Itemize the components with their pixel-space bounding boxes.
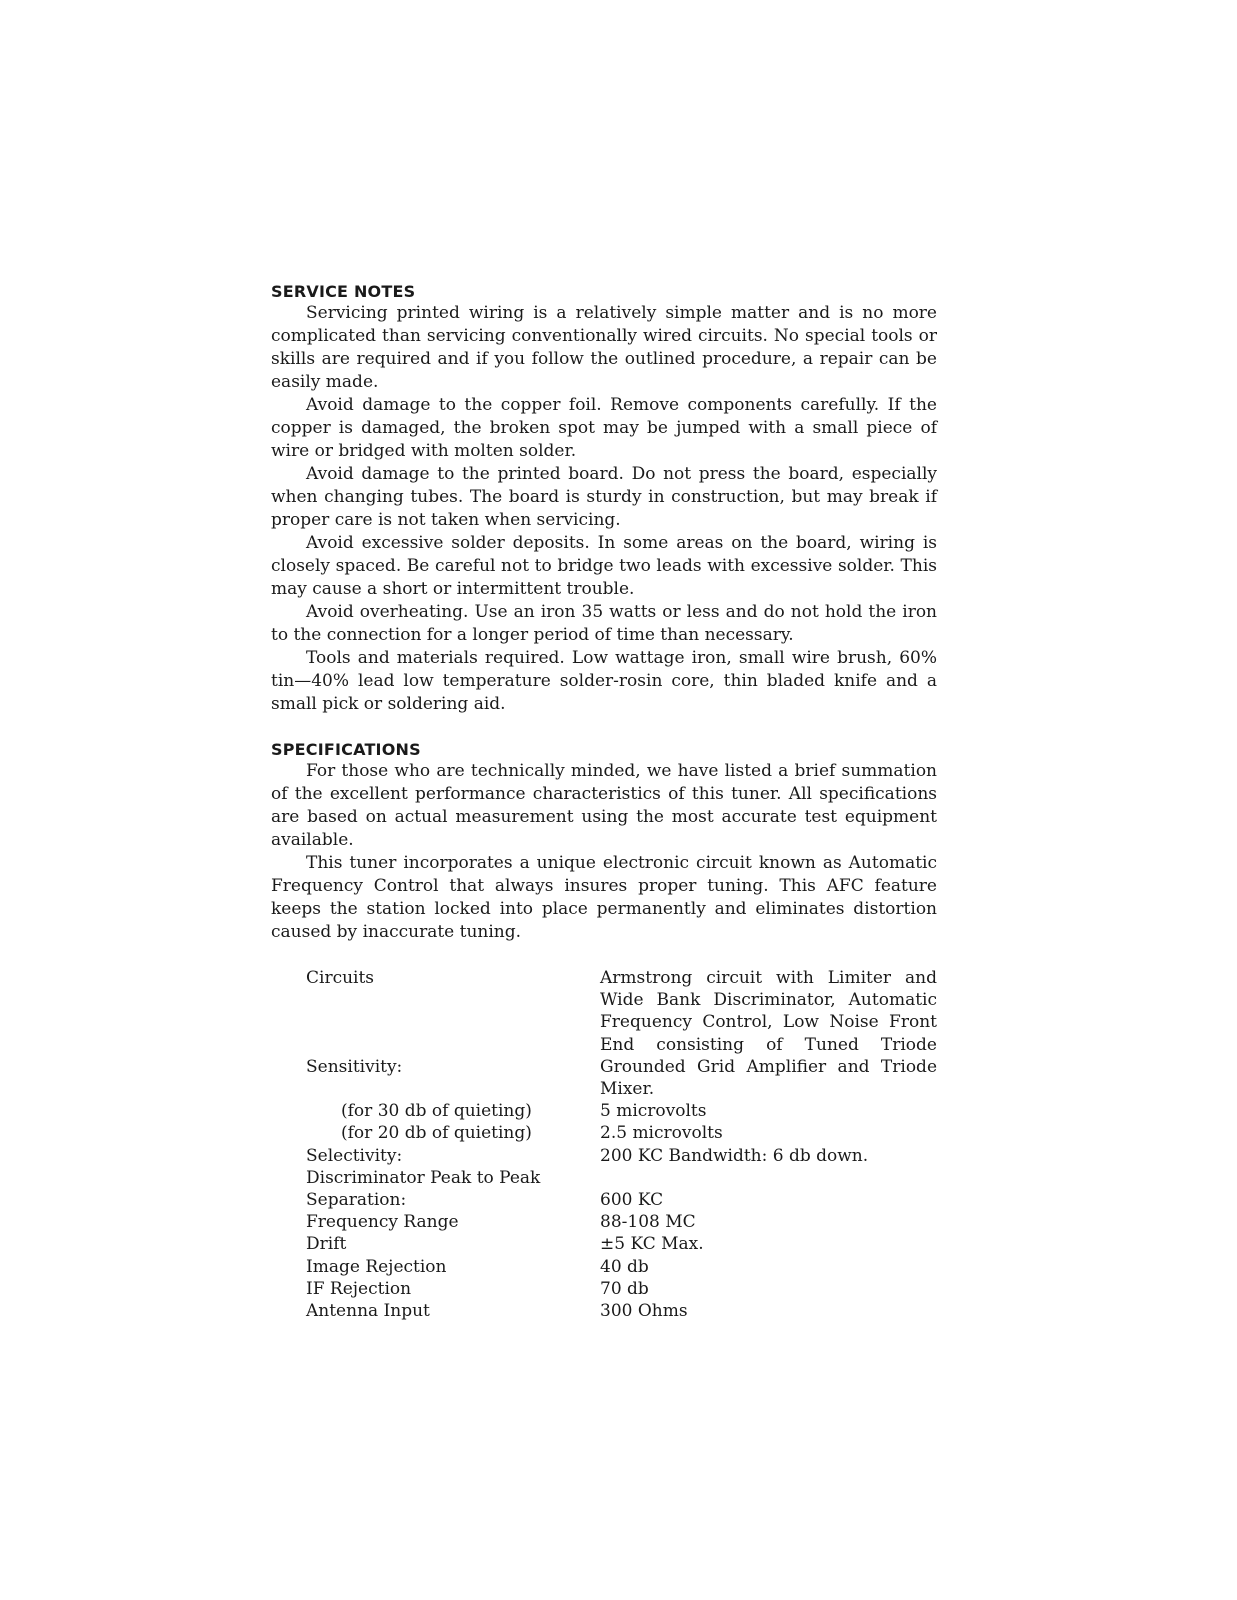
spec-label-if-rejection: IF Rejection bbox=[306, 1278, 412, 1299]
specifications-paragraph: For those who are technically minded, we have listed a brief summation of the excellent performance characteristics of this tuner. All specifications are based on actual measurement using the most accurate test equipment available. bbox=[271, 761, 937, 850]
spec-row-image-rejection bbox=[306, 1256, 937, 1278]
spec-row-sensitivity-30db bbox=[306, 1100, 937, 1122]
spec-label-discriminator-line2: Separation: bbox=[306, 1190, 407, 1211]
spec-label-antenna-input: Antenna Input bbox=[306, 1301, 430, 1322]
spec-value-image-rejection: 40 db bbox=[600, 1256, 649, 1277]
spec-value-drift: ±5 KC Max. bbox=[600, 1234, 704, 1255]
specifications-section bbox=[271, 740, 937, 1322]
spec-row-if-rejection bbox=[306, 1278, 937, 1300]
spec-value-antenna-input: 300 Ohms bbox=[600, 1301, 688, 1322]
sensitivity-label: Sensitivity: bbox=[306, 1056, 403, 1077]
spec-row-drift bbox=[306, 1233, 937, 1255]
service-notes-paragraph: Avoid overheating. Use an iron 35 watts or less and do not hold the iron to the connection for a longer period of time than necessary. bbox=[271, 602, 937, 645]
spec-value-sensitivity-30db: 5 microvolts bbox=[600, 1101, 707, 1122]
spec-row-separation bbox=[306, 1189, 937, 1211]
spec-value-circuits: Armstrong circuit with Limiter and Wide Bank Discriminator, Automatic Frequency Control, Low Noise Front End consisting of Tuned Triode Grounded Grid Amplifier and Triode Mixer. bbox=[600, 968, 937, 1100]
spec-row-sensitivity-20db bbox=[306, 1122, 937, 1144]
service-notes-heading: SERVICE NOTES bbox=[271, 282, 416, 301]
spec-label-drift: Drift bbox=[306, 1234, 347, 1255]
spec-label-sensitivity-30db: (for 30 db of quieting) bbox=[341, 1101, 532, 1122]
spec-label-frequency-range: Frequency Range bbox=[306, 1212, 459, 1233]
spec-row-antenna-input bbox=[306, 1300, 937, 1322]
service-notes-paragraph: Tools and materials required. Low wattage iron, small wire brush, 60% tin—40% lead low temperature solder-rosin core, thin bladed knife and a small pick or soldering aid. bbox=[271, 648, 937, 714]
circuits-spacer bbox=[306, 989, 600, 1056]
spec-row-circuits bbox=[306, 967, 937, 1100]
spec-row-frequency-range bbox=[306, 1211, 937, 1233]
spec-value-sensitivity-20db: 2.5 microvolts bbox=[600, 1123, 723, 1144]
document-page bbox=[271, 282, 937, 1322]
spec-value-selectivity: 200 KC Bandwidth: 6 db down. bbox=[600, 1145, 869, 1166]
service-notes-paragraph: Avoid damage to the copper foil. Remove components carefully. If the copper is damaged, the broken spot may be jumped with a small piece of wire or bridged with molten solder. bbox=[271, 395, 937, 461]
spec-label-image-rejection: Image Rejection bbox=[306, 1256, 447, 1277]
spec-label-discriminator-line1: Discriminator Peak to Peak bbox=[306, 1167, 541, 1188]
spec-row-selectivity bbox=[306, 1145, 937, 1167]
spec-label-circuits bbox=[306, 967, 600, 1100]
spec-row-discriminator-label bbox=[306, 1167, 937, 1189]
spec-label-selectivity: Selectivity: bbox=[306, 1145, 403, 1166]
service-notes-paragraph: Avoid excessive solder deposits. In some areas on the board, wiring is closely spaced. Be careful not to bridge two leads with excessive solder. This may cause a short or intermittent trouble. bbox=[271, 533, 937, 599]
specifications-paragraph: This tuner incorporates a unique electronic circuit known as Automatic Frequency Control that always insures proper tuning. This AFC feature keeps the station locked into place permanently and eliminates distortion caused by inaccurate tuning. bbox=[271, 853, 937, 942]
service-notes-paragraph: Servicing printed wiring is a relatively simple matter and is no more complicated than servicing conventionally wired circuits. No special tools or skills are required and if you follow the outlined procedure, a repair can be easily made. bbox=[271, 303, 937, 392]
specifications-heading: SPECIFICATIONS bbox=[271, 740, 421, 759]
circuits-label: Circuits bbox=[306, 968, 375, 988]
spec-value-if-rejection: 70 db bbox=[600, 1278, 649, 1299]
spec-label-sensitivity-20db: (for 20 db of quieting) bbox=[341, 1123, 532, 1144]
spec-value-frequency-range: 88-108 MC bbox=[600, 1212, 696, 1233]
service-notes-section bbox=[271, 282, 937, 716]
spec-value-discriminator: 600 KC bbox=[600, 1190, 664, 1211]
service-notes-paragraph: Avoid damage to the printed board. Do not press the board, especially when changing tubes. The board is sturdy in construction, but may break if proper care is not taken when servicing. bbox=[271, 464, 937, 530]
specifications-table bbox=[306, 967, 937, 1322]
spec-value-blank bbox=[600, 1167, 937, 1189]
